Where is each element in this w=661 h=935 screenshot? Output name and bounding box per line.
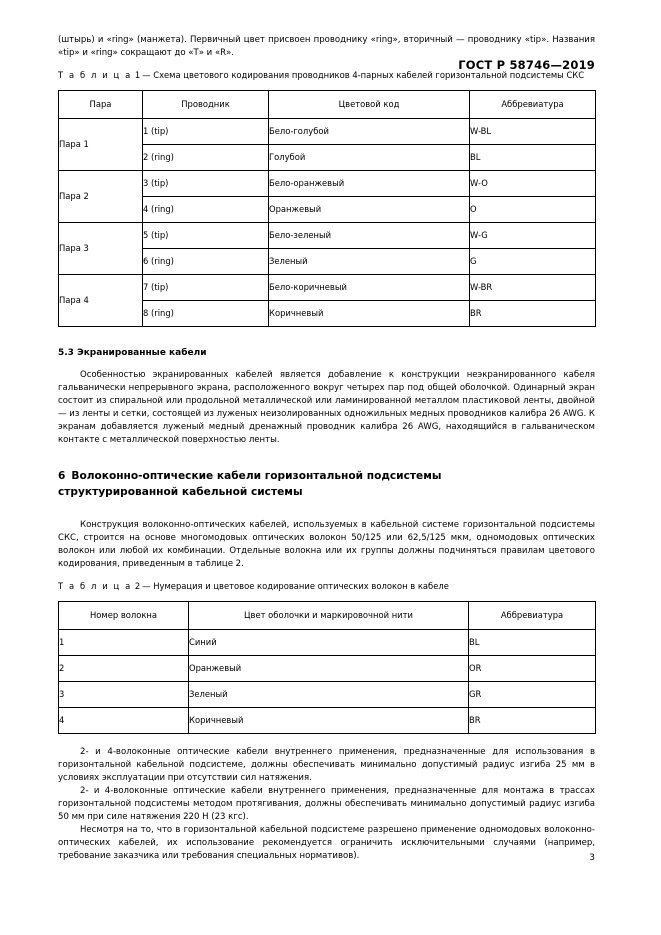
table2-number: 4 (59, 708, 189, 734)
table-fiber-color-code (58, 601, 596, 734)
table-row (59, 630, 596, 656)
closing-paragraph-3: Несмотря на то, что в горизонтальной кабельной подсистеме разрешено применение одномодовых волоконно-оптических кабелей, их использование рекомендуется ограничить исключительными случаями (например, требование заказчика или требования специальных нормативов). (58, 825, 595, 861)
table2-number: 2 (59, 656, 189, 682)
table2-caption-label: Т а б л и ц а (58, 581, 132, 591)
table1-header-row (59, 91, 596, 119)
document-header: ГОСТ Р 58746—2019 (458, 58, 595, 72)
spacer-before-table1-caption (58, 60, 595, 69)
table1-color: Бело-голубой (269, 119, 470, 145)
table1-header-color: Цветовой код (269, 91, 470, 119)
table2-color: Коричневый (189, 708, 469, 734)
table-row (59, 275, 596, 301)
spacer-before-section-5-3 (58, 327, 595, 347)
table1-color: Бело-коричневый (269, 275, 470, 301)
table-row (59, 119, 596, 145)
table2-number: 3 (59, 682, 189, 708)
table1-caption-dash: — (142, 70, 151, 80)
table2-caption-text: Нумерация и цветовое кодирование оптических волокон в кабеле (153, 581, 449, 591)
spacer-before-table2-caption (58, 571, 595, 580)
closing-paragraph-1: 2- и 4-волоконные оптические кабели внутреннего применения, предназначенные для использования в горизонтальной кабельной подсистеме, должны обеспечивать минимально допустимый радиус изгиба 25 мм в условиях эксплуатации при отсутствии сил натяжения. (58, 747, 595, 783)
table2-abbr: BL (469, 630, 596, 656)
table1-conductor: 3 (tip) (143, 171, 269, 197)
table1-abbr: W-G (470, 223, 596, 249)
table1-conductor: 1 (tip) (143, 119, 269, 145)
table1-header-conductor: Проводник (143, 91, 269, 119)
spacer-after-heading-6 (58, 500, 595, 519)
table-row (59, 223, 596, 249)
table2-header-abbr: Аббревиатура (469, 602, 596, 630)
table1-pair-3: Пара 3 (59, 223, 143, 275)
table1-abbr: W-BL (470, 119, 596, 145)
table1-abbr: W-BR (470, 275, 596, 301)
table1-abbr: O (470, 197, 596, 223)
table2-abbr: OR (469, 656, 596, 682)
intro-paragraph: (штырь) и «ring» (манжета). Первичный цвет присвоен проводнику «ring», вторичный — проводнику «tip». Названия «tip» и «ring» сокращают до «Т» и «R». (58, 35, 595, 58)
table1-abbr: BR (470, 301, 596, 327)
section-5-3-title: Экранированные кабели (77, 348, 207, 358)
table2-abbr: GR (469, 682, 596, 708)
table1-conductor: 7 (tip) (143, 275, 269, 301)
table1-abbr: BL (470, 145, 596, 171)
section-6-paragraph: Конструкция волоконно-оптических кабелей, используемых в кабельной системе горизонтальной подсистемы СКС, строится на основе многомодовых оптических волокон 50/125 или 62,5/125 мкм, одномодовых оптических волокон или любой их комбинации. Отдельные волокна или их группы должны подчиняться правилам цветового кодирования, приведенным в таблице 2. (58, 520, 595, 569)
table-row (59, 708, 596, 734)
table2-caption-dash: — (142, 581, 151, 591)
table-row (59, 171, 596, 197)
spacer-before-closing (58, 734, 595, 746)
table2-number: 1 (59, 630, 189, 656)
table1-pair-4: Пара 4 (59, 275, 143, 327)
table2-header-number: Номер волокна (59, 602, 189, 630)
table2-color: Синий (189, 630, 469, 656)
table2-color: Зеленый (189, 682, 469, 708)
heading-section-6 (58, 469, 595, 500)
table1-color: Голубой (269, 145, 470, 171)
page-number: 3 (589, 853, 595, 863)
table1-conductor: 4 (ring) (143, 197, 269, 223)
heading-section-5-3 (58, 347, 595, 360)
table1-color: Бело-оранжевый (269, 171, 470, 197)
spacer-top (58, 0, 595, 34)
table1-header-pair: Пара (59, 91, 143, 119)
table2-caption-number: 2 (134, 581, 141, 591)
section-6-title-line1: Волоконно-оптические кабели горизонтальной подсистемы (71, 470, 442, 482)
table2-caption (58, 580, 595, 592)
table-row (59, 682, 596, 708)
table2-header-row (59, 602, 596, 630)
table1-color: Коричневый (269, 301, 470, 327)
table1-abbr: W-O (470, 171, 596, 197)
spacer-before-table1 (58, 81, 595, 90)
table1-conductor: 6 (ring) (143, 249, 269, 275)
table2-color: Оранжевый (189, 656, 469, 682)
section-5-3-paragraph: Особенностью экранированных кабелей является добавление к конструкции неэкранированного кабеля гальванически непрерывного экрана, расположенного вокруг четырех пар под общей оболочкой. Одинарный экран состоит из спиральной или продольной металлической или ламинированной металлом пластиковой ленты, двойной — из ленты и сетки, состоящей из луженых неизолированных одножильных медных проводников калибра 26 AWG. К экранам добавляется луженый медный дренажный проводник калибра 26 AWG, находящийся в гальваническом контакте с металлической поверхностью ленты. (58, 370, 595, 445)
section-5-3-number: 5.3 (58, 348, 74, 358)
spacer-after-heading-5-3 (58, 360, 595, 369)
table1-pair-1: Пара 1 (59, 119, 143, 171)
table1-caption-label: Т а б л и ц а (58, 70, 132, 80)
table-conductor-color-code (58, 90, 596, 327)
table1-conductor: 2 (ring) (143, 145, 269, 171)
table1-caption-text: Схема цветового кодирования проводников 4-парных кабелей горизонтальной подсистемы СКС (153, 70, 585, 80)
table1-color: Оранжевый (269, 197, 470, 223)
spacer-before-section-6 (58, 447, 595, 469)
table-row (59, 656, 596, 682)
closing-paragraph-2: 2- и 4-волоконные оптические кабели внутреннего применения, предназначенные для монтажа в трассах горизонтальной подсистемы методом протягивания, должны обеспечивать минимально допустимый радиус изгиба 50 мм при силе натяжения 220 Н (23 кгс). (58, 786, 595, 822)
table1-conductor: 8 (ring) (143, 301, 269, 327)
section-6-number: 6 (58, 470, 66, 482)
table1-header-abbr: Аббревиатура (470, 91, 596, 119)
table1-abbr: G (470, 249, 596, 275)
table1-color: Бело-зеленый (269, 223, 470, 249)
table2-abbr: BR (469, 708, 596, 734)
page-content (58, 0, 595, 863)
table1-caption (58, 69, 595, 81)
spacer-before-table2 (58, 592, 595, 601)
table1-color: Зеленый (269, 249, 470, 275)
table1-conductor: 5 (tip) (143, 223, 269, 249)
table2-header-color: Цвет оболочки и маркировочной нити (189, 602, 469, 630)
table1-pair-2: Пара 2 (59, 171, 143, 223)
section-6-title-line2: структурированной кабельной системы (58, 485, 303, 498)
table1-caption-number: 1 (134, 70, 141, 80)
